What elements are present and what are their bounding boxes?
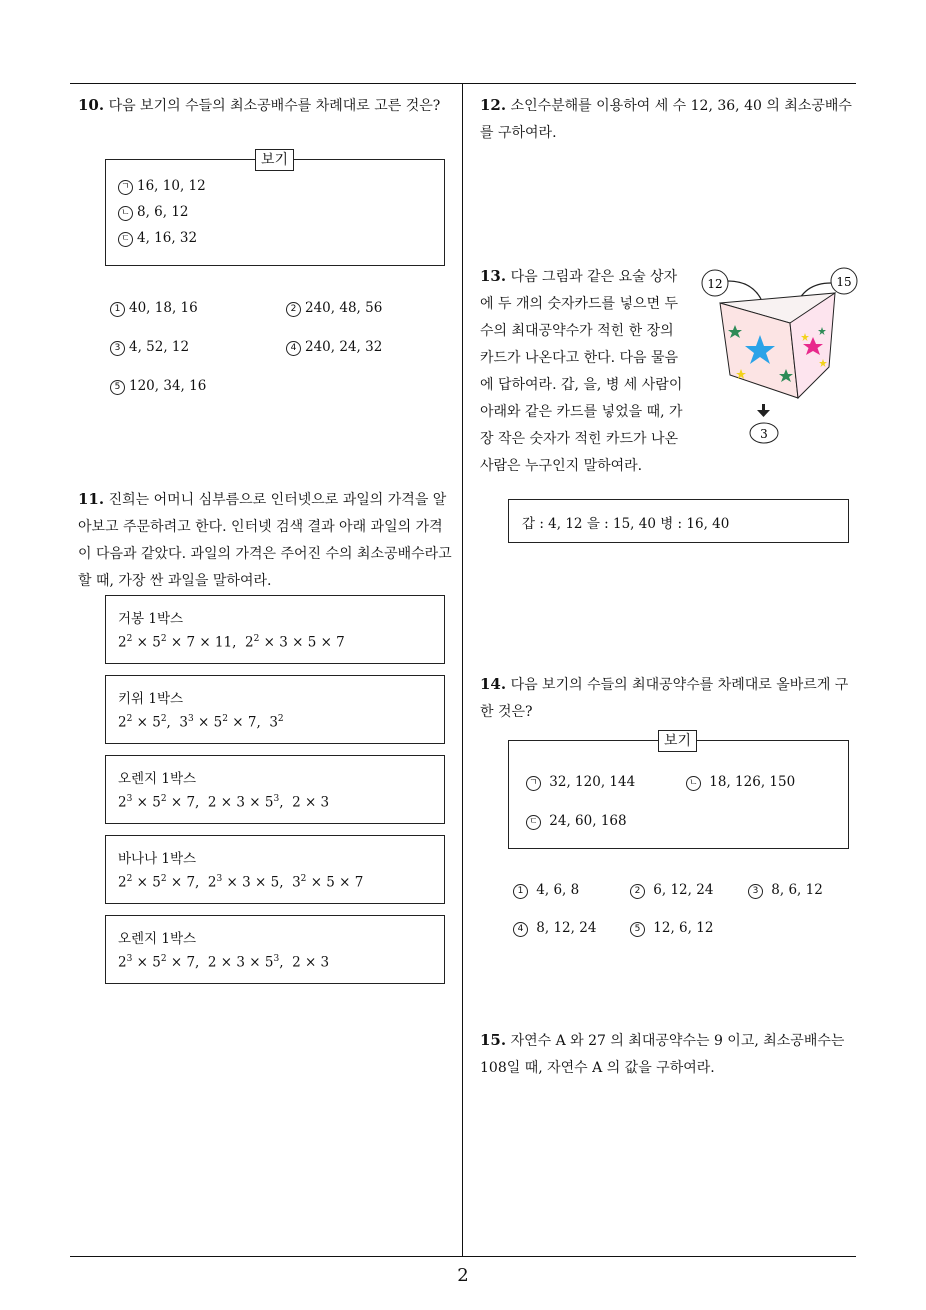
fruit-box-grape: [105, 595, 445, 664]
question-text: 진희는 어머니 심부름으로 인터넷으로 과일의 가격을 알아보고 주문하려고 한다. 인터넷 검색 결과 아래 과일의 가격이 다음과 같았다. 과일의 가격은 주어진 수의 최소공배수라고 할 때, 가장 싼 과일을 말하여라.: [78, 492, 452, 589]
circled-number-icon: 5: [110, 380, 125, 395]
choice-1[interactable]: 1 4, 6, 8: [513, 882, 579, 899]
circled-number-icon: 3: [748, 884, 763, 899]
choice-5[interactable]: 5 120, 34, 16: [110, 378, 206, 395]
fruit-box-banana: [105, 835, 445, 904]
circled-number-icon: 5: [630, 922, 645, 937]
choice-3[interactable]: 3 4, 52, 12: [110, 339, 189, 356]
question-13: [480, 263, 690, 480]
arrow-down-icon: [757, 410, 770, 417]
question-number: 10.: [78, 96, 105, 114]
arrow-out-shaft: [762, 404, 765, 411]
fruit-price-factors: $2^3 \times 5^2 \times 7$, $2 \times 3 \times 5^3$, 2 × 3: [118, 794, 330, 811]
fruit-name: 바나나 1박스: [118, 851, 197, 867]
question-text: 다음 보기의 수들의 최소공배수를 차례대로 고른 것은?: [108, 98, 441, 114]
fruit-box-kiwi: [105, 675, 445, 744]
column-divider: [462, 83, 463, 1256]
example-item: ㄴ 8, 6, 12: [118, 204, 189, 221]
question-15: [480, 1027, 858, 1082]
choice-2[interactable]: 2 240, 48, 56: [286, 300, 382, 317]
circled-number-icon: 4: [286, 341, 301, 356]
circled-letter-icon: ㄴ: [686, 776, 701, 791]
example-box-label: 보기: [658, 730, 697, 752]
question-14: [480, 671, 858, 726]
question-11: [78, 486, 456, 595]
question-text: 소인수분해를 이용하여 세 수 12, 36, 40 의 최소공배수를 구하여라.: [480, 98, 852, 141]
question-number: 15.: [480, 1031, 507, 1049]
question-number: 14.: [480, 675, 507, 693]
question-text: 자연수 A 와 27 의 최대공약수는 9 이고, 최소공배수는 108일 때, 자연수 A 의 값을 구하여라.: [480, 1033, 845, 1076]
fruit-box-orange: [105, 915, 445, 984]
choice-3[interactable]: 3 8, 6, 12: [748, 882, 823, 899]
bottom-rule: [70, 1256, 856, 1257]
fruit-price-factors: $2^2 \times 5^2$, $3^3 \times 5^2 \times 7$, $3^2$: [118, 714, 284, 731]
circled-number-icon: 2: [286, 302, 301, 317]
circled-number-icon: 1: [110, 302, 125, 317]
question-number: 11.: [78, 490, 105, 508]
input-card-left-label: 12: [707, 277, 723, 291]
circled-letter-icon: ㄷ: [526, 815, 541, 830]
example-item: ㄱ 16, 10, 12: [118, 178, 206, 195]
circled-letter-icon: ㄱ: [118, 180, 133, 195]
example-item: ㄷ 24, 60, 168: [526, 813, 627, 830]
example-box: [508, 740, 849, 849]
fruit-name: 거봉 1박스: [118, 611, 184, 627]
top-rule: [70, 83, 856, 84]
circled-number-icon: 3: [110, 341, 125, 356]
question-number: 12.: [480, 96, 507, 114]
magic-box-illustration: [695, 265, 865, 445]
choice-1[interactable]: 1 40, 18, 16: [110, 300, 198, 317]
fruit-name: 키위 1박스: [118, 691, 184, 707]
circled-number-icon: 4: [513, 922, 528, 937]
circled-letter-icon: ㄷ: [118, 232, 133, 247]
answer-box-text: 갑 : 4, 12 을 : 15, 40 병 : 16, 40: [522, 516, 730, 532]
input-card-right-label: 15: [836, 275, 852, 289]
question-12: [480, 92, 858, 147]
example-box-label: 보기: [255, 149, 294, 171]
choice-5[interactable]: 5 12, 6, 12: [630, 920, 713, 937]
fruit-price-factors: $2^3 \times 5^2 \times 7$, $2 \times 3 \times 5^3$, 2 × 3: [118, 954, 330, 971]
fruit-price-factors: $2^2 \times 5^2 \times 7$, $2^3 \times 3 \times 5$, $3^2 \times 5 \times 7$: [118, 874, 364, 891]
page-number: 2: [457, 1265, 469, 1286]
choice-2[interactable]: 2 6, 12, 24: [630, 882, 713, 899]
example-item: ㄴ 18, 126, 150: [686, 774, 795, 791]
question-text: 다음 보기의 수들의 최대공약수를 차례대로 올바르게 구한 것은?: [480, 677, 849, 720]
question-number: 13.: [480, 267, 507, 285]
question-10: [78, 92, 456, 120]
choice-4[interactable]: 4 240, 24, 32: [286, 339, 382, 356]
circled-number-icon: 2: [630, 884, 645, 899]
fruit-box-orange: [105, 755, 445, 824]
example-item: ㄱ 32, 120, 144: [526, 774, 635, 791]
example-item: ㄷ 4, 16, 32: [118, 230, 197, 247]
circled-number-icon: 1: [513, 884, 528, 899]
question-text: 다음 그림과 같은 요술 상자에 두 개의 숫자카드를 넣으면 두 수의 최대공약수가 적힌 한 장의 카드가 나온다고 한다. 다음 물음에 답하여라. 갑, 을, 병 세 사람이 아래와 같은 카드를 넣었을 때, 가장 작은 숫자가 적힌 카드가 나온 사람은 누구인지 말하여라.: [480, 269, 683, 474]
circled-letter-icon: ㄱ: [526, 776, 541, 791]
output-card-label: 3: [760, 427, 768, 441]
choice-4[interactable]: 4 8, 12, 24: [513, 920, 596, 937]
fruit-name: 오렌지 1박스: [118, 931, 197, 947]
fruit-price-factors: $2^2 \times 5^2 \times 7 \times 11$, $2^2 \times 3 \times 5 \times 7$: [118, 634, 345, 651]
fruit-name: 오렌지 1박스: [118, 771, 197, 787]
circled-letter-icon: ㄴ: [118, 206, 133, 221]
